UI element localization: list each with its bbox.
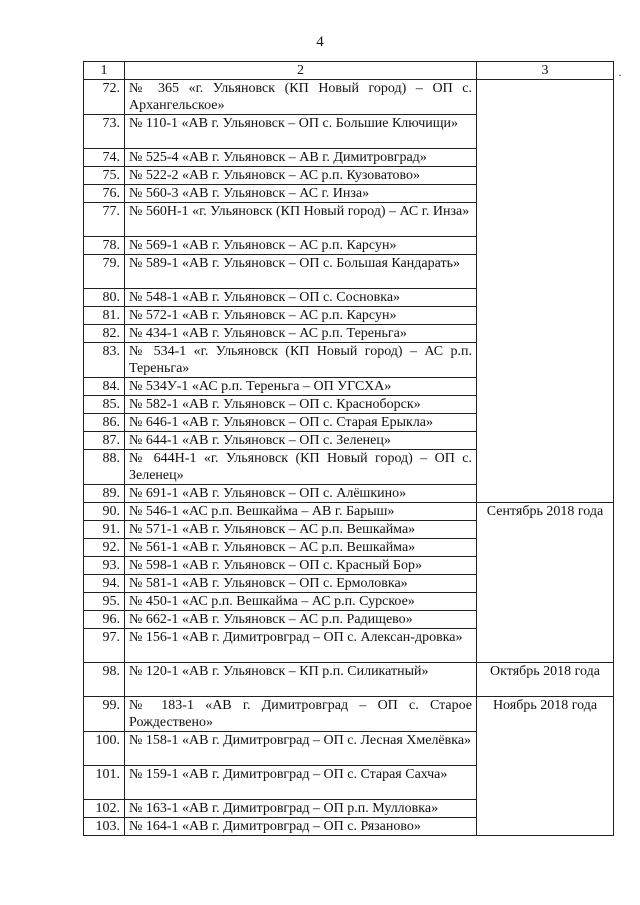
margin-dot: · <box>618 68 622 82</box>
row-number: 86. <box>84 414 125 432</box>
row-number: 74. <box>84 149 125 167</box>
route-name: № 644-1 «АВ г. Ульяновск – ОП с. Зеленец» <box>125 432 477 450</box>
row-number: 99. <box>84 697 125 732</box>
row-number: 75. <box>84 167 125 185</box>
route-name: № 183-1 «АВ г. Димитровград – ОП с. Старое Рождествено» <box>125 697 477 732</box>
row-number: 78. <box>84 237 125 255</box>
row-number: 77. <box>84 203 125 237</box>
route-name: № 365 «г. Ульяновск (КП Новый город) – ОП с. Архангельское» <box>125 80 477 115</box>
row-number: 89. <box>84 485 125 503</box>
route-name: № 164-1 «АВ г. Димитровград – ОП с. Рязаново» <box>125 818 477 836</box>
table-row <box>84 697 614 732</box>
table-body <box>84 80 614 836</box>
period-cell: Сентябрь 2018 года <box>477 503 614 663</box>
period-cell: Ноябрь 2018 года <box>477 697 614 836</box>
row-number: 96. <box>84 611 125 629</box>
route-name: № 644Н-1 «г. Ульяновск (КП Новый город) – ОП с. Зеленец» <box>125 450 477 485</box>
route-name: № 561-1 «АВ г. Ульяновск – АС р.п. Вешкайма» <box>125 539 477 557</box>
row-number: 87. <box>84 432 125 450</box>
row-number: 91. <box>84 521 125 539</box>
row-number: 85. <box>84 396 125 414</box>
row-number: 102. <box>84 800 125 818</box>
route-name: № 581-1 «АВ г. Ульяновск – ОП с. Ермоловка» <box>125 575 477 593</box>
row-number: 82. <box>84 325 125 343</box>
route-name: № 598-1 «АВ г. Ульяновск – ОП с. Красный Бор» <box>125 557 477 575</box>
row-number: 100. <box>84 732 125 766</box>
route-name: № 110-1 «АВ г. Ульяновск – ОП с. Большие Ключищи» <box>125 115 477 149</box>
table-row <box>84 663 614 697</box>
route-name: № 646-1 «АВ г. Ульяновск – ОП с. Старая Ерыкла» <box>125 414 477 432</box>
route-name: № 546-1 «АС р.п. Вешкайма – АВ г. Барыш» <box>125 503 477 521</box>
routes-table <box>83 61 614 836</box>
row-number: 98. <box>84 663 125 697</box>
period-cell: Октябрь 2018 года <box>477 663 614 697</box>
table-header-row <box>84 62 614 80</box>
route-name: № 582-1 «АВ г. Ульяновск – ОП с. Красноборск» <box>125 396 477 414</box>
row-number: 93. <box>84 557 125 575</box>
route-name: № 163-1 «АВ г. Димитровград – ОП р.п. Мулловка» <box>125 800 477 818</box>
row-number: 95. <box>84 593 125 611</box>
header-col-2: 2 <box>125 62 477 80</box>
row-number: 72. <box>84 80 125 115</box>
route-name: № 589-1 «АВ г. Ульяновск – ОП с. Большая Кандарать» <box>125 255 477 289</box>
route-name: № 120-1 «АВ г. Ульяновск – КП р.п. Силикатный» <box>125 663 477 697</box>
route-name: № 560-3 «АВ г. Ульяновск – АС г. Инза» <box>125 185 477 203</box>
row-number: 101. <box>84 766 125 800</box>
route-name: № 434-1 «АВ г. Ульяновск – АС р.п. Тереньга» <box>125 325 477 343</box>
row-number: 103. <box>84 818 125 836</box>
row-number: 73. <box>84 115 125 149</box>
page-number: 4 <box>316 34 324 50</box>
route-name: № 534У-1 «АС р.п. Тереньга – ОП УГСХА» <box>125 378 477 396</box>
route-name: № 534-1 «г. Ульяновск (КП Новый город) – АС р.п. Тереньга» <box>125 343 477 378</box>
row-number: 83. <box>84 343 125 378</box>
route-name: № 450-1 «АС р.п. Вешкайма – АС р.п. Сурское» <box>125 593 477 611</box>
table-row <box>84 503 614 521</box>
route-name: № 158-1 «АВ г. Димитровград – ОП с. Лесная Хмелёвка» <box>125 732 477 766</box>
row-number: 76. <box>84 185 125 203</box>
route-name: № 156-1 «АВ г. Димитровград – ОП с. Алексан-дровка» <box>125 629 477 663</box>
route-name: № 560Н-1 «г. Ульяновск (КП Новый город) – АС г. Инза» <box>125 203 477 237</box>
row-number: 97. <box>84 629 125 663</box>
row-number: 90. <box>84 503 125 521</box>
route-name: № 548-1 «АВ г. Ульяновск – ОП с. Сосновка» <box>125 289 477 307</box>
route-name: № 662-1 «АВ г. Ульяновск – АС р.п. Радищево» <box>125 611 477 629</box>
route-name: № 691-1 «АВ г. Ульяновск – ОП с. Алёшкино» <box>125 485 477 503</box>
route-name: № 525-4 «АВ г. Ульяновск – АВ г. Димитровград» <box>125 149 477 167</box>
route-name: № 571-1 «АВ г. Ульяновск – АС р.п. Вешкайма» <box>125 521 477 539</box>
route-name: № 572-1 «АВ г. Ульяновск – АС р.п. Карсун» <box>125 307 477 325</box>
row-number: 79. <box>84 255 125 289</box>
row-number: 92. <box>84 539 125 557</box>
row-number: 94. <box>84 575 125 593</box>
row-number: 81. <box>84 307 125 325</box>
header-col-1: 1 <box>84 62 125 80</box>
header-col-3: 3 <box>477 62 614 80</box>
row-number: 88. <box>84 450 125 485</box>
row-number: 80. <box>84 289 125 307</box>
period-cell <box>477 80 614 503</box>
route-name: № 569-1 «АВ г. Ульяновск – АС р.п. Карсун» <box>125 237 477 255</box>
route-name: № 159-1 «АВ г. Димитровград – ОП с. Старая Сахча» <box>125 766 477 800</box>
row-number: 84. <box>84 378 125 396</box>
route-name: № 522-2 «АВ г. Ульяновск – АС р.п. Кузоватово» <box>125 167 477 185</box>
table-row <box>84 80 614 115</box>
